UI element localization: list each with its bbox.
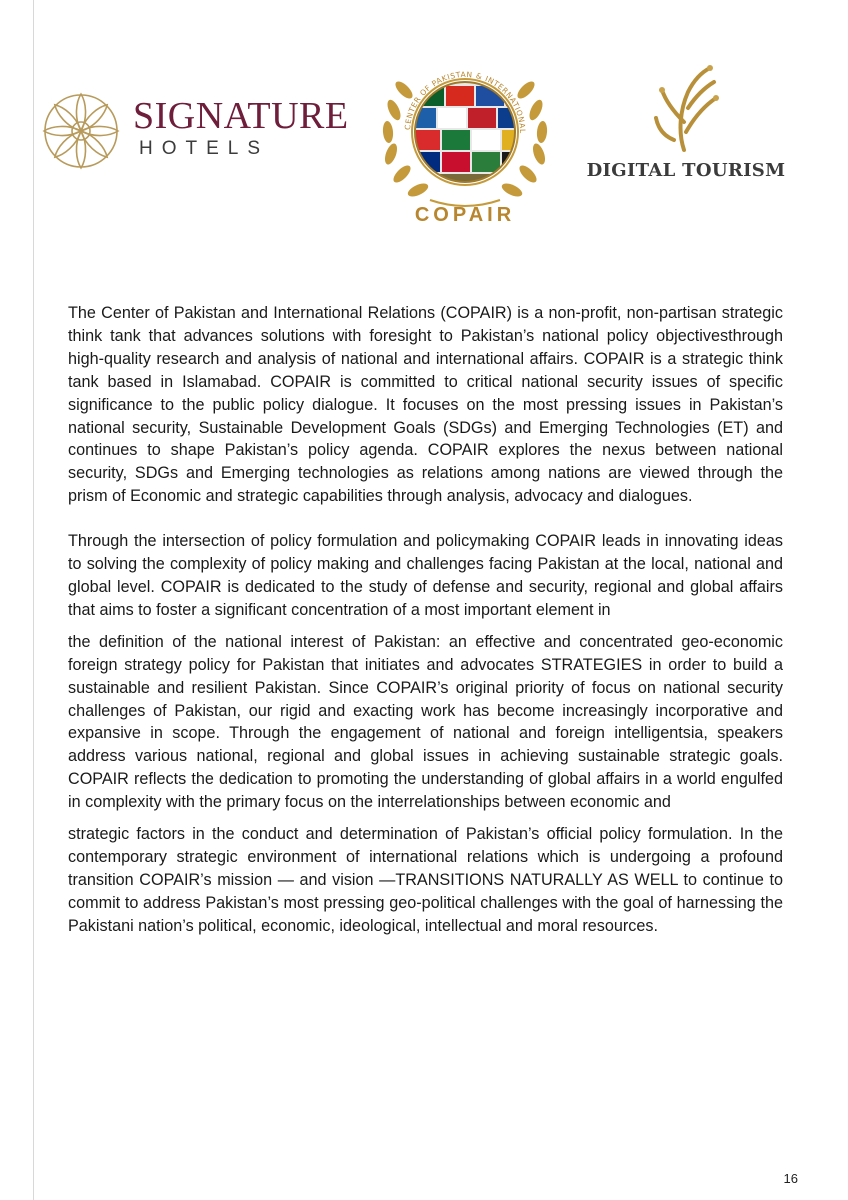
copair-ring-text: CENTER OF PAKISTAN & INTERNATIONAL (402, 69, 528, 134)
copair-globe-icon (372, 50, 558, 210)
paragraph-intro: The Center of Pakistan and International Relations (COPAIR) is a non-profit, non-partisan strategic think tank that advances solutions with foresight to Pakistan’s national policy objectivesthrough high-quality research and analysis of national and international affairs. COPAIR is a strategic think tank based in Islamabad. COPAIR is committed to critical national security issues of specific significance to the public policy dialogue. It focuses on the most pressing issues in Pakistan’s national security, Sustainable Development Goals (SDGs) and Emerging Technologies (ET) and continues to shape Pakistan’s policy agenda. COPAIR explores the nexus between national security, SDGs and Emerging technologies as relations among nations are viewed through the prism of Economic and strategic capabilities through analysis, advocacy and dialogues. (68, 304, 783, 506)
paragraph-national-interest: the definition of the national interest of Pakistan: an effective and concentrated geo-economic foreign strategy policy for Pakistan that initiates and advocates STRATEGIES in order to build a sustainable and resilient Pakistan. Since COPAIR’s original priority of focus on national security challenges of Pakistan, our rigid and exacting work has become increasingly incorporative and expansive in scope. Through the engagement of national and foreign intelligentsia, speakers address various national, regional and global issues in achieving sustainable strategic goals. COPAIR reflects the dedication to promoting the understanding of global affairs in a world engulfed in complexity with the primary focus on the interrelationships between economic and (68, 632, 783, 812)
digital-tourism-wordmark: DIGITAL TOURISM (586, 160, 786, 181)
page-number: 16 (783, 1171, 798, 1186)
copair-logo (372, 50, 558, 236)
body-text (68, 302, 783, 938)
copair-wordmark: COPAIR (414, 204, 516, 226)
paragraph-strategic-factors: strategic factors in the conduct and determination of Pakistan’s official policy formulation. In the contemporary strategic environment of international relations which is undergoing a profound transition COPAIR’s mission — and vision —TRANSITIONS NATURALLY AS WELL to continue to commit to address Pakistan’s most pressing geo-political challenges with the goal of harnessing the Pakistani nation’s political, economic, ideological, intellectual and moral resources. (68, 825, 783, 935)
signature-wordmark: SIGNATURE (133, 95, 349, 137)
signature-flower-icon (38, 88, 124, 174)
logo-row (0, 0, 848, 250)
digital-tourism-logo (586, 62, 786, 187)
signature-hotels-logo (38, 88, 358, 184)
paragraph-intersection: Through the intersection of policy formulation and policymaking COPAIR leads in innovating ideas to solving the complexity of policy making and challenges facing Pakistan at the local, national and global level. COPAIR is dedicated to the study of defense and security, regional and global affairs that aims to foster a significant concentration of a most important element in (68, 532, 783, 619)
digital-tourism-swirl-icon (644, 62, 724, 154)
signature-subtitle: HOTELS (139, 138, 270, 159)
